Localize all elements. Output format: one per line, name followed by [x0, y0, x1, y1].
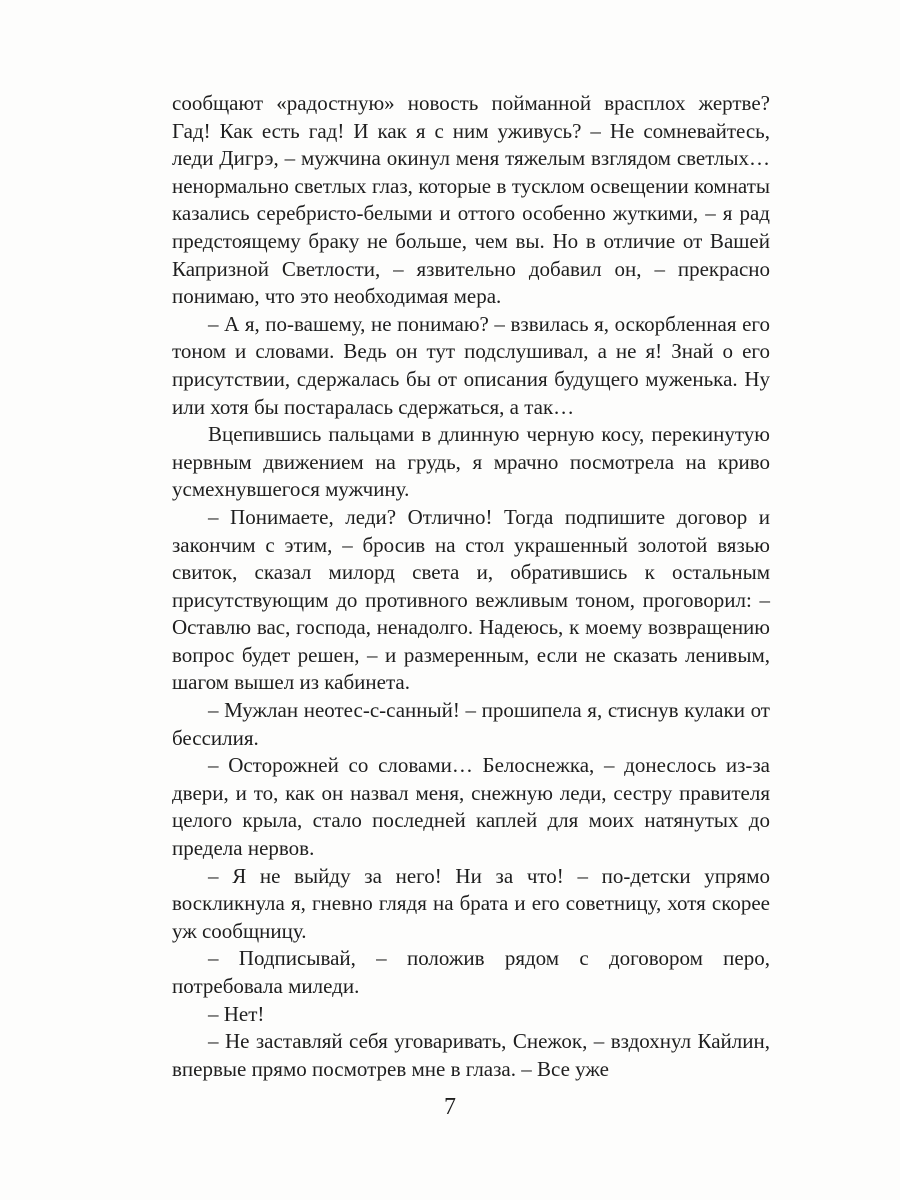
paragraph-5: – Мужлан неотес-с-санный! – прошипела я, стиснув кулаки от бессилия.: [172, 698, 770, 750]
paragraph-8: – Подписывай, – положив рядом с договором перо, потребовала миледи.: [172, 946, 770, 998]
paragraph-10: – Не заставляй себя уговаривать, Снежок, – вздохнул Кайлин, впервые прямо посмотрев мне в глаза. – Все уже: [172, 1029, 770, 1081]
paragraph-9: – Нет!: [208, 1001, 265, 1026]
body-text: [172, 90, 770, 1083]
paragraph-3: Вцепившись пальцами в длинную черную косу, перекинутую нервным движением на грудь, я мрачно посмотрела на криво усмехнувшегося мужчину.: [172, 422, 770, 502]
paragraph-6: – Осторожней со словами… Белоснежка, – донеслось из-за двери, и то, как он назвал меня, снежную леди, сестру правителя целого крыла, стало последней каплей для моих натянутых до предела нервов.: [172, 753, 770, 861]
page-number: 7: [444, 1094, 456, 1120]
paragraph-2: – А я, по-вашему, не понимаю? – взвилась я, оскорбленная его тоном и словами. Ведь он тут подслушивал, а не я! Знай о его присутствии, сдержалась бы от описания будущего муженька. Ну или хотя бы постаралась сдержаться, а так…: [172, 311, 770, 419]
paragraph-4: – Понимаете, леди? Отлично! Тогда подпишите договор и закончим с этим, – бросив на стол украшенный золотой вязью свиток, сказал милорд света и, обратившись к остальным присутствующим до противного вежливым тоном, проговорил: – Оставлю вас, господа, ненадолго. Надеюсь, к моему возвращению вопрос будет решен, – и размеренным, если не сказать ленивым, шагом вышел из кабинета.: [172, 504, 770, 695]
paragraph-1: сообщают «радостную» новость пойманной врасплох жертве? Гад! Как есть гад! И как я с ним уживусь? – Не сомневайтесь, леди Дигрэ, – мужчина окинул меня тяжелым взглядом светлых… ненормально светлых глаз, которые в тусклом освещении комнаты казались серебристо-белыми и оттого особенно жуткими, – я рад предстоящему браку не больше, чем вы. Но в отличие от Вашей Капризной Светлости, – язвительно добавил он, – прекрасно понимаю, что это необходимая мера.: [172, 91, 770, 309]
paragraph-7: – Я не выйду за него! Ни за что! – по-детски упрямо воскликнула я, гневно глядя на брата и его советницу, хотя скорее уж сообщницу.: [172, 863, 770, 943]
